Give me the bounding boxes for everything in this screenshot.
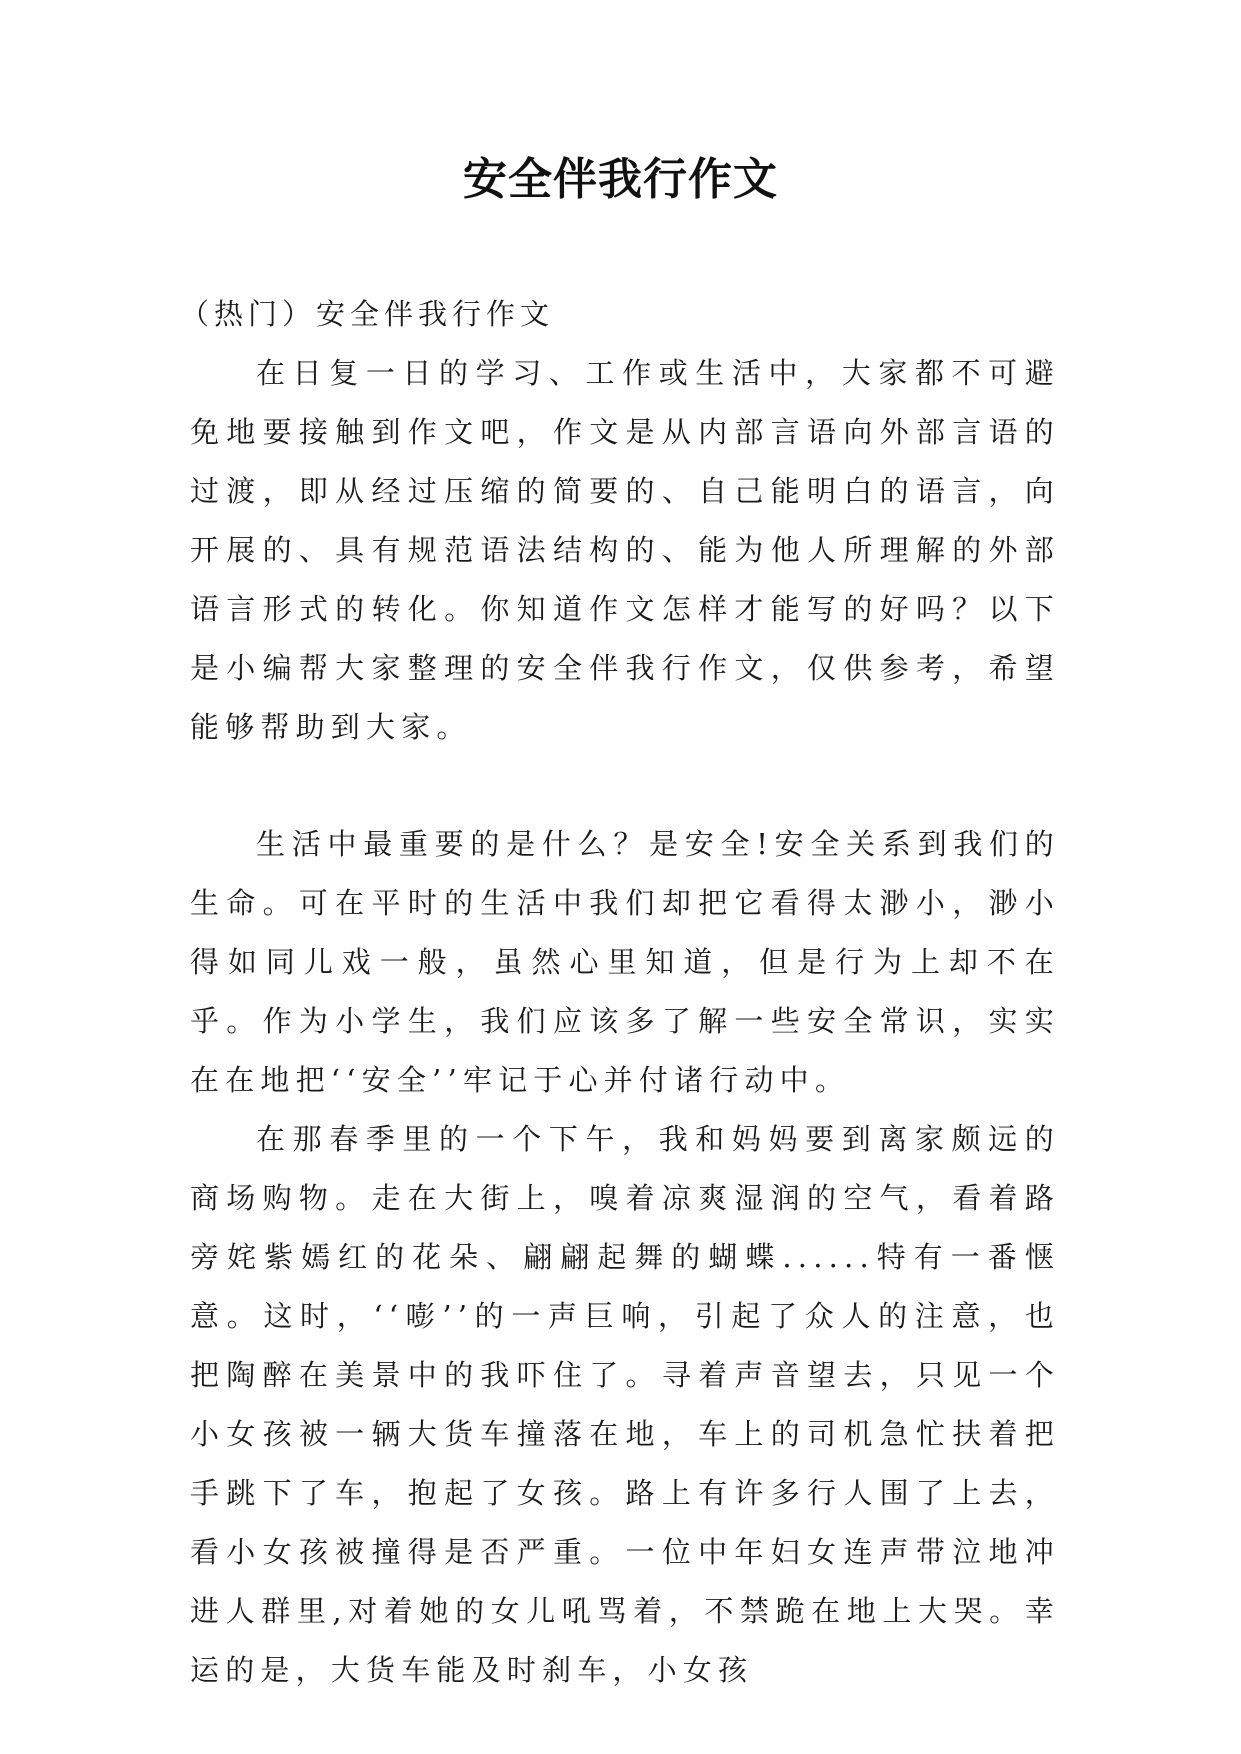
paragraph-intro: 在日复一日的学习、工作或生活中，大家都不可避免地要接触到作文吧，作文是从内部言语向外部言语的过渡，即从经过压缩的简要的、自己能明白的语言，向开展的、具有规范语法结构的、能为他人所理解的外部语言形式的转化。你知道作文怎样才能写的好吗？以下是小编帮大家整理的安全伴我行作文，仅供参考，希望能够帮助到大家。	[190, 356, 1060, 744]
paragraph-gap	[190, 757, 1060, 815]
document-title: 安全伴我行作文	[463, 154, 778, 205]
paragraph-safety-importance: 生活中最重要的是什么？是安全!安全关系到我们的生命。可在平时的生活中我们却把它看得太渺小，渺小得如同儿戏一般，虽然心里知道，但是行为上却不在乎。作为小学生，我们应该多了解一些安全常识，实实在在地把‘‘安全’’牢记于心并付诸行动中。	[190, 827, 1060, 1097]
paragraph-story: 在那春季里的一个下午，我和妈妈要到离家颇远的商场购物。走在大街上，嗅着凉爽湿润的空气，看着路旁姹紫嫣红的花朵、翩翩起舞的蝴蝶......特有一番惬意。这时，‘‘嘭’’的一声巨响，引起了众人的注意，也把陶醉在美景中的我吓住了。寻着声音望去，只见一个小女孩被一辆大货车撞落在地，车上的司机急忙扶着把手跳下了车，抱起了女孩。路上有许多行人围了上去，看小女孩被撞得是否严重。一位中年妇女连声带泣地冲进人群里,对着她的女儿吼骂着，不禁跪在地上大哭。幸运的是，大货车能及时刹车，小女孩	[190, 1122, 1060, 1687]
document-subtitle: （热门）安全伴我行作文	[180, 297, 555, 331]
document-body	[180, 285, 1060, 1700]
